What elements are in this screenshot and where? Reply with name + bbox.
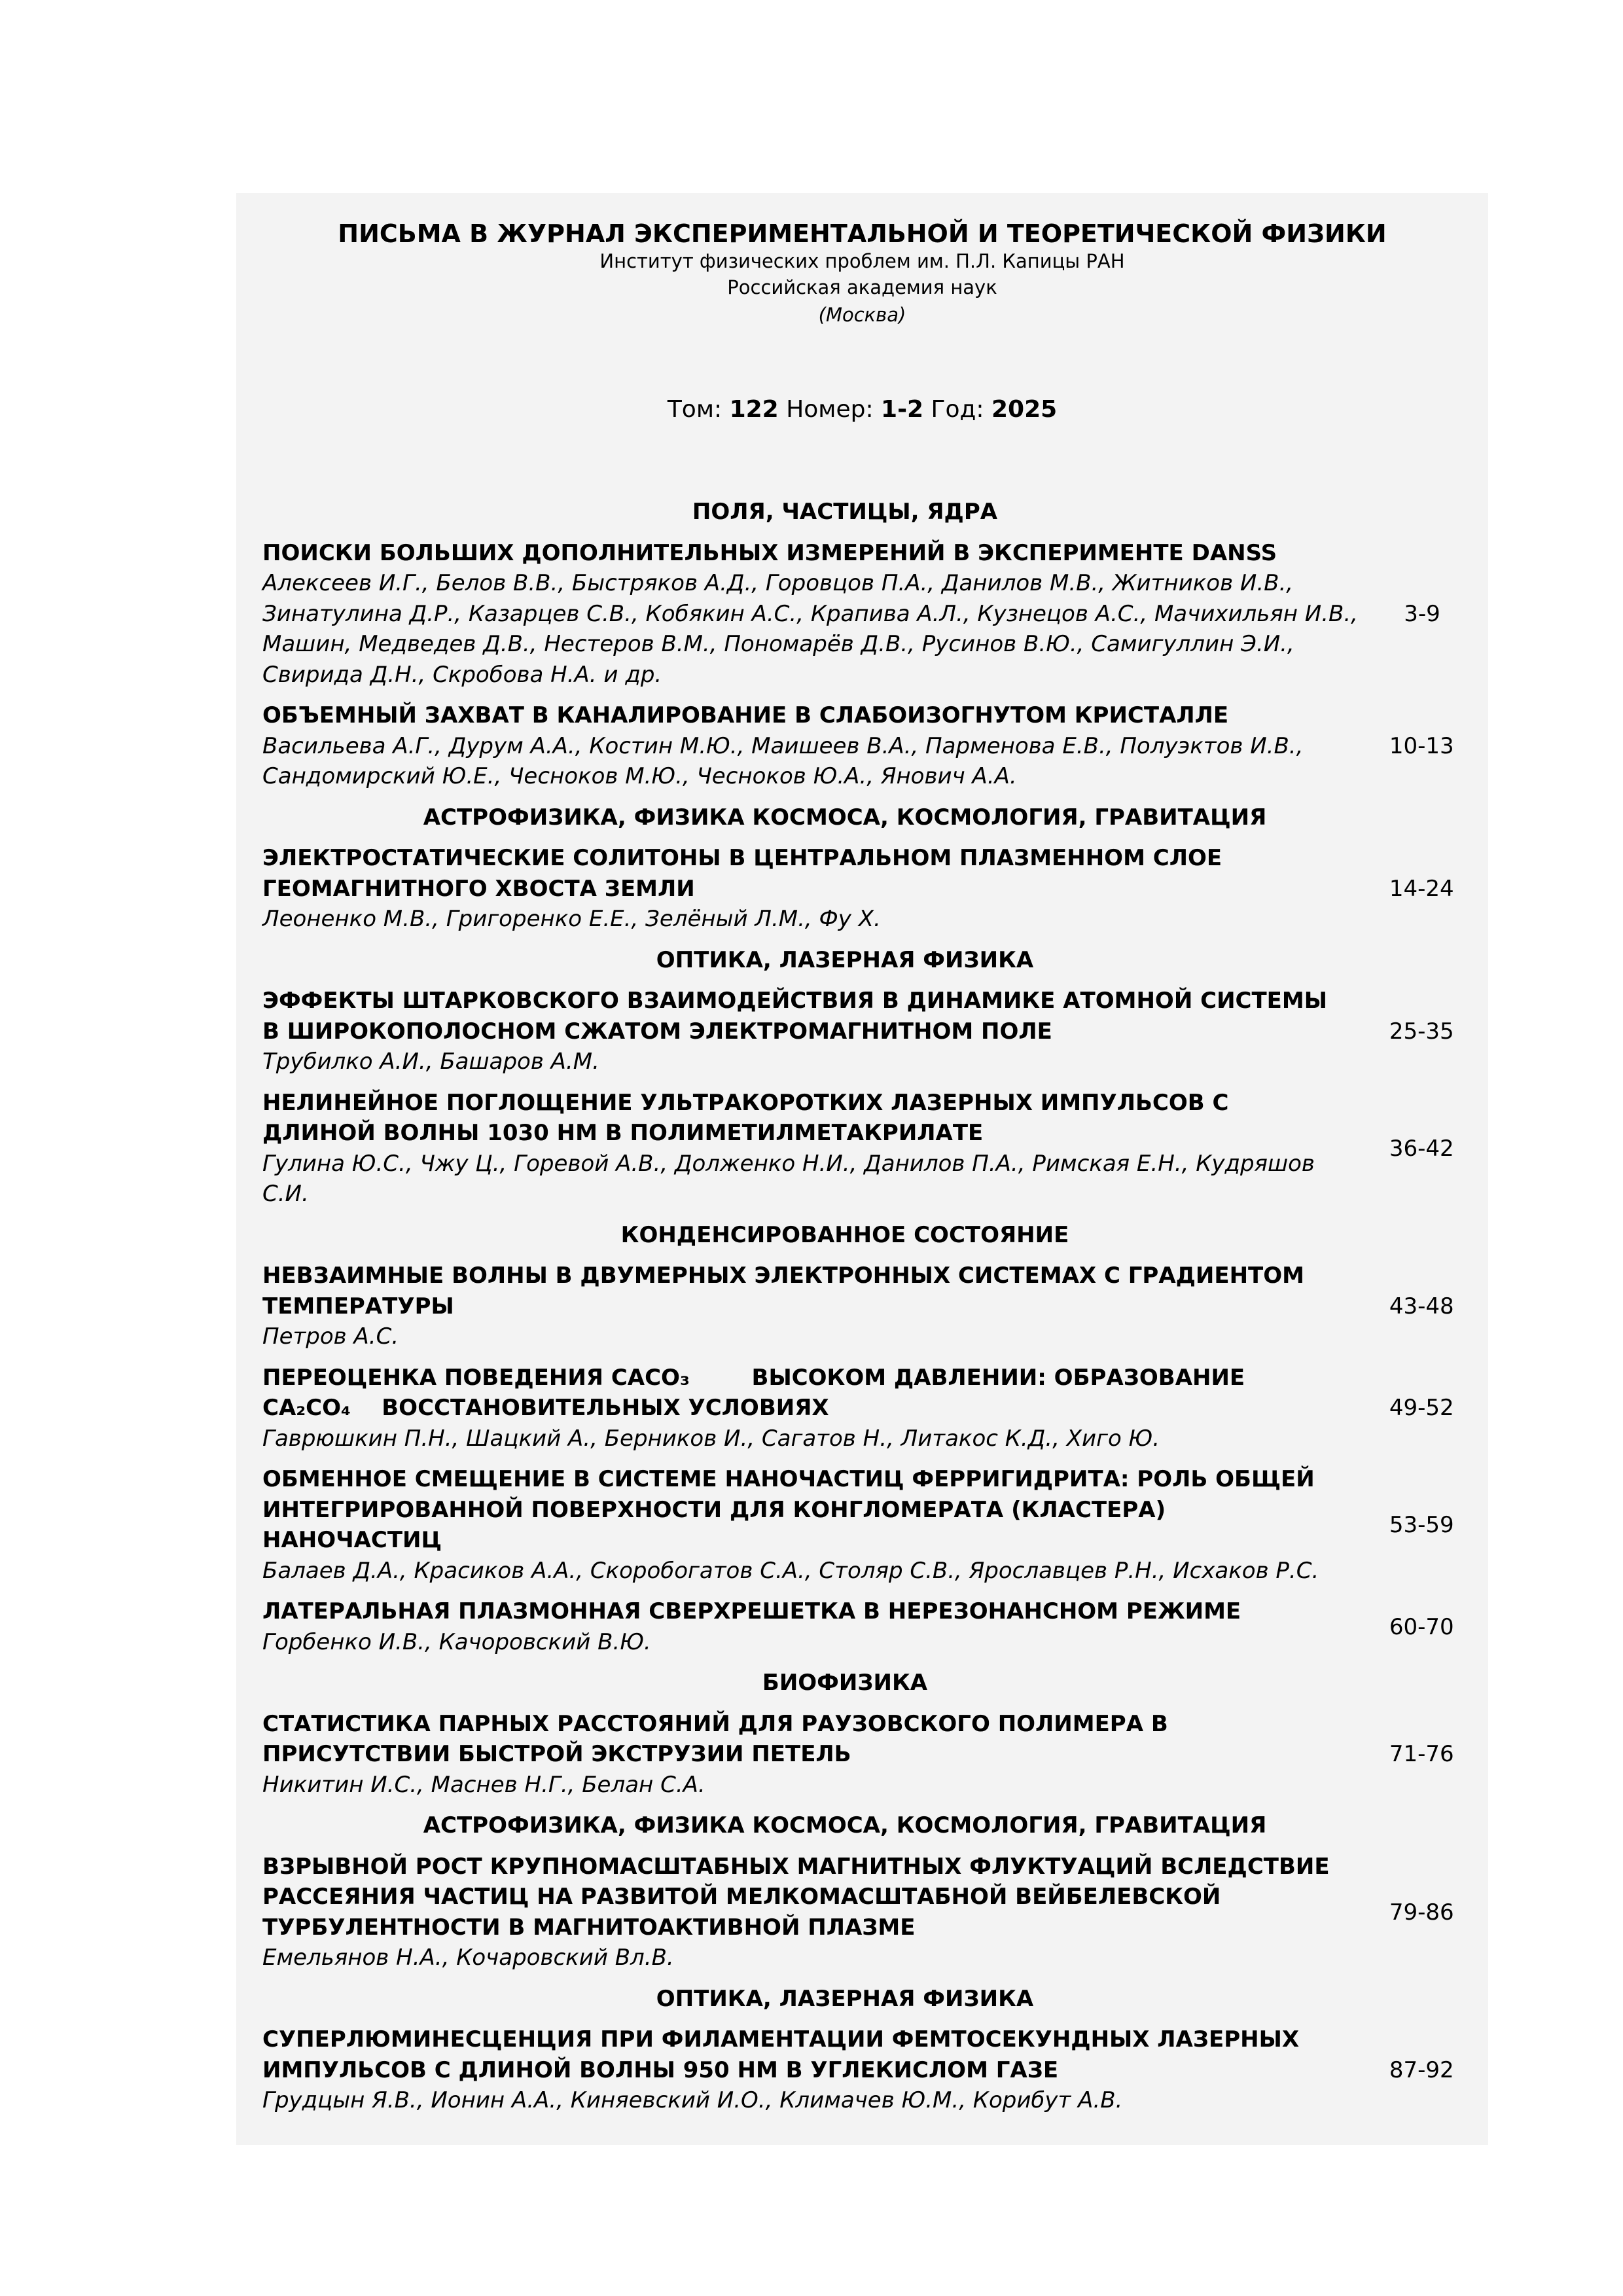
article-title-link[interactable]: ОБЪЕМНЫЙ ЗАХВАТ В КАНАЛИРОВАНИЕ В СЛАБОИЗОГНУТОМ КРИСТАЛЛЕ	[262, 702, 1229, 728]
article-authors: Грудцын Я.В., Ионин А.А., Киняевский И.О., Климачев Ю.М., Корибут А.В.	[262, 2087, 1123, 2113]
academy-name: Российская академия наук	[727, 276, 997, 298]
section-heading: АСТРОФИЗИКА, ФИЗИКА КОСМОСА, КОСМОЛОГИЯ, ГРАВИТАЦИЯ	[423, 1812, 1267, 1839]
article-authors: Свирида Д.Н., Скробова Н.А. и др.	[262, 661, 662, 688]
article-entry	[262, 700, 1473, 792]
article-entry	[262, 1852, 1473, 1973]
journal-title: ПИСЬМА В ЖУРНАЛ ЭКСПЕРИМЕНТАЛЬНОЙ И ТЕОРЕТИЧЕСКОЙ ФИЗИКИ	[338, 219, 1387, 248]
article-title-link[interactable]: ВЗРЫВНОЙ РОСТ КРУПНОМАСШТАБНЫХ МАГНИТНЫХ ФЛУКТУАЦИЙ ВСЛЕДСТВИЕ	[262, 1853, 1330, 1880]
article-authors: Сандомирский Ю.Е., Чесноков М.Ю., Чесноков Ю.А., Янович А.А.	[262, 763, 1017, 789]
article-entry	[262, 1363, 1473, 1454]
article-authors: Алексеев И.Г., Белов В.В., Быстряков А.Д., Горовцов П.А., Данилов М.В., Житников И.В.,	[262, 570, 1294, 596]
institute-name: Институт физических проблем им. П.Л. Капицы РАН	[599, 250, 1125, 272]
article-title-link[interactable]: ЭФФЕКТЫ ШТАРКОВСКОГО ВЗАИМОДЕЙСТВИЯ В ДИНАМИКЕ АТОМНОЙ СИСТЕМЫ	[262, 988, 1327, 1014]
year: 2025	[991, 396, 1058, 423]
article-title-link[interactable]: ПОИСКИ БОЛЬШИХ ДОПОЛНИТЕЛЬНЫХ ИЗМЕРЕНИЙ В ЭКСПЕРИМЕНТЕ DANSS	[262, 539, 1277, 566]
article-title-link[interactable]: ДЛИНОЙ ВОЛНЫ 1030 НМ В ПОЛИМЕТИЛМЕТАКРИЛАТЕ	[262, 1120, 984, 1146]
article-pages: 14-24	[1389, 875, 1454, 902]
article-entry	[262, 986, 1473, 1077]
section-heading: КОНДЕНСИРОВАННОЕ СОСТОЯНИЕ	[620, 1221, 1069, 1248]
article-title-link[interactable]: РАССЕЯНИЯ ЧАСТИЦ НА РАЗВИТОЙ МЕЛКОМАСШТАБНОЙ ВЕЙБЕЛЕВСКОЙ	[262, 1884, 1221, 1910]
article-title-link[interactable]: ИМПУЛЬСОВ С ДЛИНОЙ ВОЛНЫ 950 НМ В УГЛЕКИСЛОМ ГАЗЕ	[262, 2056, 1059, 2083]
article-title-link[interactable]: НЕВЗАИМНЫЕ ВОЛНЫ В ДВУМЕРНЫХ ЭЛЕКТРОННЫХ СИСТЕМАХ С ГРАДИЕНТОМ	[262, 1263, 1304, 1289]
article-title-link[interactable]: ЛАТЕРАЛЬНАЯ ПЛАЗМОННАЯ СВЕРХРЕШЕТКА В НЕРЕЗОНАНСНОМ РЕЖИМЕ	[262, 1598, 1241, 1624]
article-authors: Машин, Медведев Д.В., Нестеров В.М., Пономарёв Д.В., Русинов В.Ю., Самигуллин Э.И.,	[262, 631, 1294, 657]
article-entry	[262, 1709, 1473, 1801]
article-authors: Емельянов Н.А., Кочаровский Вл.В.	[262, 1945, 674, 1971]
article-title-link[interactable]: СТАТИСТИКА ПАРНЫХ РАССТОЯНИЙ ДЛЯ РАУЗОВСКОГО ПОЛИМЕРА В	[262, 1710, 1168, 1737]
issue-contents-panel	[236, 193, 1488, 2145]
section-heading: АСТРОФИЗИКА, ФИЗИКА КОСМОСА, КОСМОЛОГИЯ, ГРАВИТАЦИЯ	[423, 804, 1267, 831]
article-title-link[interactable]: ТУРБУЛЕНТНОСТИ В МАГНИТОАКТИВНОЙ ПЛАЗМЕ	[262, 1914, 916, 1941]
article-title-link[interactable]: НАНОЧАСТИЦ	[262, 1527, 442, 1553]
article-title-link[interactable]: ИНТЕГРИРОВАННОЙ ПОВЕРХНОСТИ ДЛЯ КОНГЛОМЕРАТА (КЛАСТЕРА)	[262, 1496, 1166, 1523]
article-pages: 79-86	[1389, 1899, 1454, 1926]
article-text	[262, 843, 1357, 935]
article-pages: 3-9	[1404, 600, 1440, 627]
article-authors: Горбенко И.В., Качоровский В.Ю.	[262, 1628, 651, 1655]
article-text	[262, 700, 1357, 792]
section-heading: БИОФИЗИКА	[762, 1670, 928, 1696]
article-text	[262, 1363, 1357, 1454]
section-heading: ОПТИКА, ЛАЗЕРНАЯ ФИЗИКА	[656, 1985, 1034, 2012]
article-authors: Петров А.С.	[262, 1323, 399, 1350]
year-label: Год:	[931, 396, 984, 423]
article-text	[262, 1088, 1357, 1210]
article-entry	[262, 1596, 1473, 1657]
article-title-link[interactable]: ТЕМПЕРАТУРЫ	[262, 1293, 454, 1319]
table-of-contents	[262, 497, 1473, 2126]
article-pages: 25-35	[1389, 1018, 1454, 1045]
article-pages: 60-70	[1389, 1613, 1454, 1640]
article-pages: 49-52	[1389, 1395, 1454, 1422]
article-title-link[interactable]: ПРИСУТСТВИИ БЫСТРОЙ ЭКСТРУЗИИ ПЕТЕЛЬ	[262, 1741, 851, 1767]
article-title-link[interactable]: ЭЛЕКТРОСТАТИЧЕСКИЕ СОЛИТОНЫ В ЦЕНТРАЛЬНОМ ПЛАЗМЕННОМ СЛОЕ	[262, 845, 1222, 871]
article-authors: С.И.	[262, 1181, 309, 1207]
section-heading: ПОЛЯ, ЧАСТИЦЫ, ЯДРА	[692, 499, 998, 525]
article-pages: 87-92	[1389, 2056, 1454, 2083]
article-entry	[262, 1088, 1473, 1210]
issue-info	[236, 396, 1488, 423]
article-title-link[interactable]: ПЕРЕОЦЕНКА ПОВЕДЕНИЯ CACO₃ ВЫСОКОМ ДАВЛЕНИИ: ОБРАЗОВАНИЕ	[262, 1364, 1245, 1391]
article-pages: 36-42	[1389, 1135, 1454, 1162]
article-entry	[262, 2024, 1473, 2116]
article-text	[262, 1709, 1357, 1801]
article-title-link[interactable]: ГЕОМАГНИТНОГО ХВОСТА ЗЕМЛИ	[262, 875, 695, 902]
article-text	[262, 1852, 1357, 1973]
article-pages: 43-48	[1389, 1293, 1454, 1319]
article-title-link[interactable]: НЕЛИНЕЙНОЕ ПОГЛОЩЕНИЕ УЛЬТРАКОРОТКИХ ЛАЗЕРНЫХ ИМПУЛЬСОВ С	[262, 1089, 1229, 1116]
article-authors: Зинатулина Д.Р., Казарцев С.В., Кобякин А.С., Крапива А.Л., Кузнецов А.С., Мачихильян И.В.,	[262, 600, 1358, 627]
article-pages: 53-59	[1389, 1512, 1454, 1538]
article-authors: Гулина Ю.С., Чжу Ц., Горевой А.В., Долженко Н.И., Данилов П.А., Римская Е.Н., Кудряшов	[262, 1150, 1315, 1177]
article-entry	[262, 843, 1473, 935]
article-authors: Никитин И.С., Маснев Н.Г., Белан С.А.	[262, 1771, 705, 1798]
article-title-link[interactable]: ОБМЕННОЕ СМЕЩЕНИЕ В СИСТЕМЕ НАНОЧАСТИЦ ФЕРРИГИДРИТА: РОЛЬ ОБЩЕЙ	[262, 1466, 1315, 1492]
issue-number: 1-2	[881, 396, 924, 423]
article-entry	[262, 1261, 1473, 1352]
article-title-link[interactable]: В ШИРОКОПОЛОСНОМ СЖАТОМ ЭЛЕКТРОМАГНИТНОМ ПОЛЕ	[262, 1018, 1052, 1045]
article-pages: 10-13	[1389, 732, 1454, 759]
article-text	[262, 1261, 1357, 1352]
volume-label: Том:	[667, 396, 722, 423]
article-authors: Балаев Д.А., Красиков А.А., Скоробогатов С.А., Столяр С.В., Ярославцев Р.Н., Исхаков Р.С.	[262, 1557, 1319, 1584]
article-authors: Трубилко А.И., Башаров А.М.	[262, 1049, 599, 1075]
section-heading: ОПТИКА, ЛАЗЕРНАЯ ФИЗИКА	[656, 946, 1034, 973]
article-title-link[interactable]: СУПЕРЛЮМИНЕСЦЕНЦИЯ ПРИ ФИЛАМЕНТАЦИИ ФЕМТОСЕКУНДНЫХ ЛАЗЕРНЫХ	[262, 2026, 1300, 2053]
article-authors: Гаврюшкин П.Н., Шацкий А., Берников И., Сагатов Н., Литакос К.Д., Хиго Ю.	[262, 1425, 1160, 1452]
article-text	[262, 986, 1357, 1077]
article-pages: 71-76	[1389, 1741, 1454, 1768]
article-entry	[262, 538, 1473, 691]
article-text	[262, 538, 1358, 691]
volume-number: 122	[729, 396, 779, 423]
city: (Москва)	[818, 304, 906, 326]
article-entry	[262, 1464, 1473, 1586]
article-text	[262, 1464, 1357, 1586]
article-title-link[interactable]: CA₂CO₄ ВОССТАНОВИТЕЛЬНЫХ УСЛОВИЯХ	[262, 1395, 829, 1421]
article-authors: Васильева А.Г., Дурум А.А., Костин М.Ю., Маишеев В.А., Парменова Е.В., Полуэктов И.В.,	[262, 732, 1304, 759]
article-text	[262, 2024, 1357, 2116]
article-authors: Леоненко М.В., Григоренко Е.Е., Зелёный Л.М., Фу Х.	[262, 906, 881, 932]
issue-label: Номер:	[786, 396, 874, 423]
article-text	[262, 1596, 1357, 1657]
